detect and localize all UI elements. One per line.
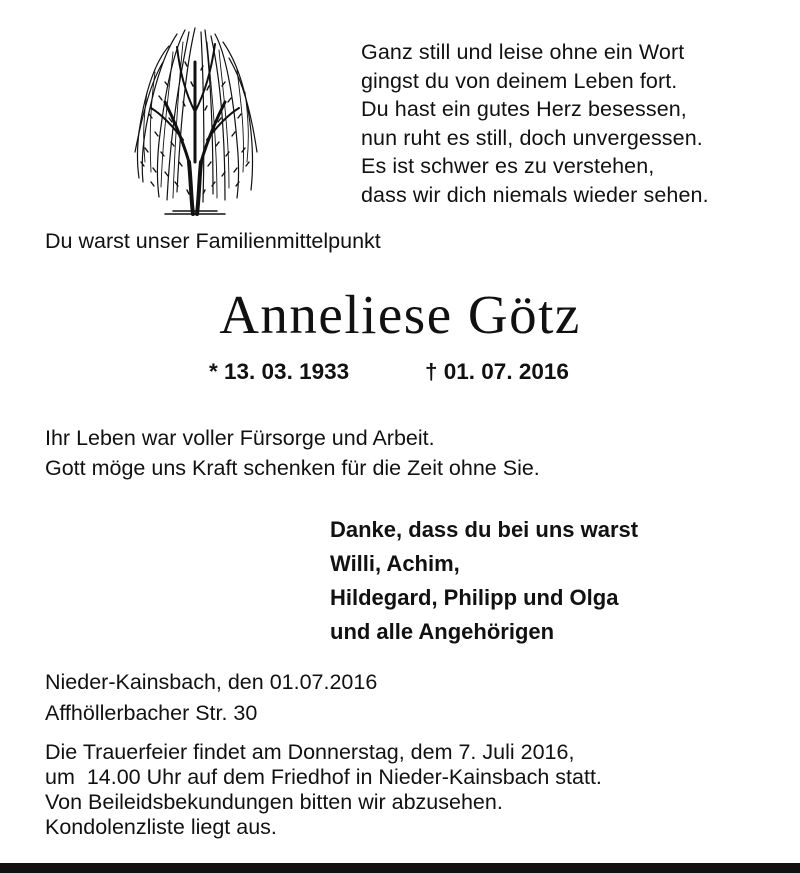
funeral-line: um 14.00 Uhr auf dem Friedhof in Nieder-Kainsbach statt. xyxy=(45,765,602,789)
life-text-line: Gott möge uns Kraft schenken für die Zeit ohne Sie. xyxy=(45,456,540,480)
poem xyxy=(361,38,709,210)
funeral-line: Kondolenzliste liegt aus. xyxy=(45,815,277,839)
thanks-line: Willi, Achim, xyxy=(330,551,460,576)
funeral-line: Die Trauerfeier findet am Donnerstag, dem 7. Juli 2016, xyxy=(45,740,575,764)
thanks-block xyxy=(330,513,638,649)
poem-line: Es ist schwer es zu verstehen, xyxy=(361,154,655,179)
poem-line: nun ruht es still, doch unvergessen. xyxy=(361,125,703,150)
weeping-willow-icon xyxy=(125,22,265,217)
address: Affhöllerbacher Str. 30 xyxy=(45,701,258,725)
thanks-line: Hildegard, Philipp und Olga xyxy=(330,585,619,610)
funeral-line: Von Beileidsbekundungen bitten wir abzusehen. xyxy=(45,790,503,814)
funeral-info xyxy=(45,740,602,840)
poem-line: gingst du von deinem Leben fort. xyxy=(361,68,678,93)
life-text xyxy=(45,423,540,483)
life-text-line: Ihr Leben war voller Fürsorge und Arbeit. xyxy=(45,426,435,450)
thanks-line: und alle Angehörigen xyxy=(330,619,555,644)
bottom-border xyxy=(0,863,800,873)
deceased-name: Anneliese Götz xyxy=(219,284,581,345)
death-date: † 01. 07. 2016 xyxy=(425,359,569,384)
place-block xyxy=(45,667,377,729)
poem-line: Du hast ein gutes Herz besessen, xyxy=(361,97,687,122)
location-date: Nieder-Kainsbach, den 01.07.2016 xyxy=(45,670,378,694)
poem-line: Ganz still und leise ohne ein Wort xyxy=(361,40,685,64)
thanks-line: Danke, dass du bei uns warst xyxy=(330,517,639,542)
tagline: Du warst unser Familienmittelpunkt xyxy=(45,229,381,253)
birth-date: * 13. 03. 1933 xyxy=(209,359,350,384)
poem-line: dass wir dich niemals wieder sehen. xyxy=(361,182,709,207)
